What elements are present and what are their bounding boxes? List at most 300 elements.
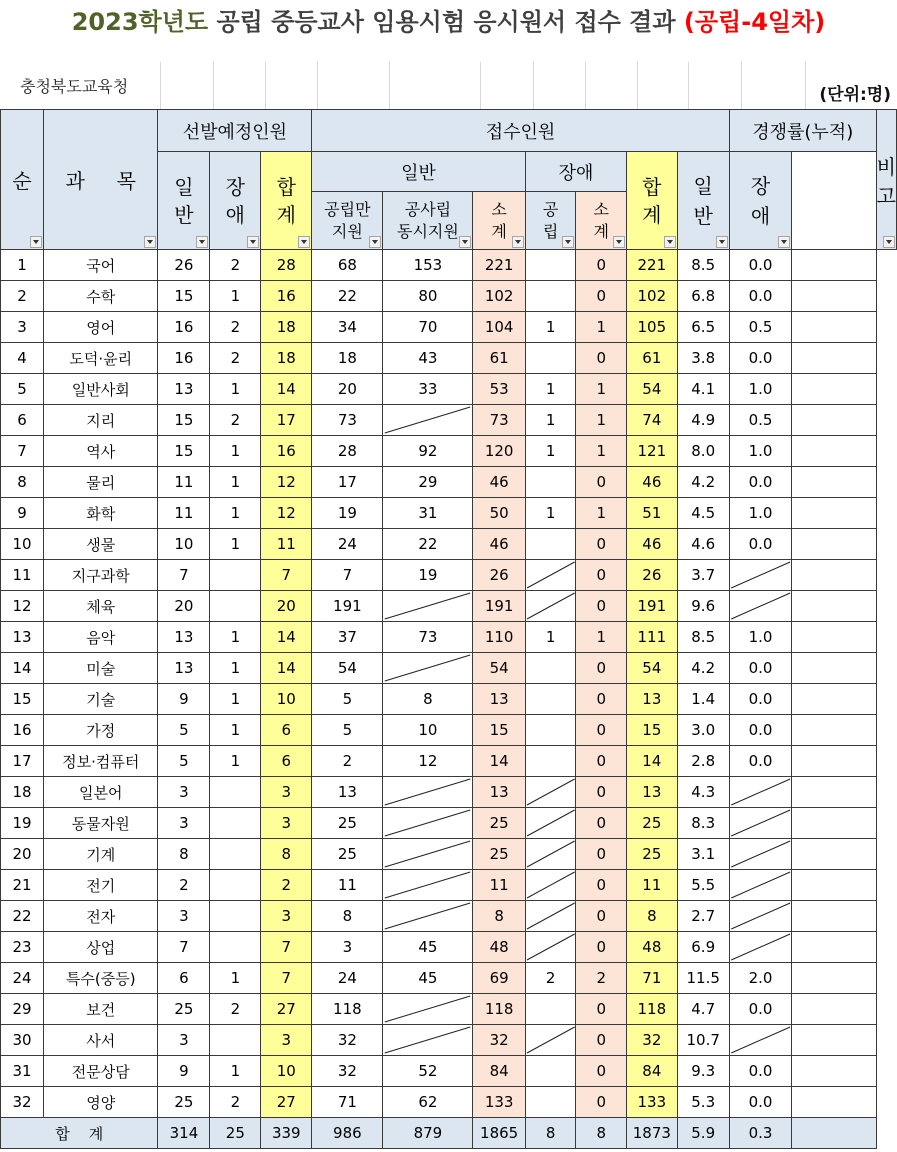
total-pub-only: 986: [312, 1118, 383, 1149]
diagonal-slash-icon: [730, 591, 791, 621]
table-row: [1, 529, 897, 560]
cell-no: 14: [1, 653, 44, 684]
title-year: 2023학년도: [71, 8, 209, 36]
diagonal-slash-icon: [730, 932, 791, 962]
cell-comp-disabled: 2.0: [729, 963, 791, 994]
cell-remark: [792, 529, 876, 560]
cell-received-total: 84: [627, 1056, 678, 1087]
table-row: [1, 870, 897, 901]
cell-planned-general: 15: [158, 405, 210, 436]
diagonal-slash-icon: [383, 808, 472, 838]
cell-pub-only: 32: [312, 1025, 383, 1056]
cell-dis-pub: 1: [525, 498, 576, 529]
cell-subtotal: 110: [473, 622, 525, 653]
cell-planned-total: 3: [261, 777, 312, 808]
total-received-total: 1873: [627, 1118, 678, 1149]
cell-subject: 수학: [44, 281, 158, 312]
cell-pub-priv: 29: [383, 467, 473, 498]
cell-planned-disabled: 1: [210, 281, 261, 312]
cell-planned-disabled: 1: [210, 1056, 261, 1087]
cell-subtotal: 69: [473, 963, 525, 994]
cell-dis-subtotal: 0: [576, 529, 627, 560]
cell-dis-pub-na: [525, 901, 576, 932]
cell-no: 6: [1, 405, 44, 436]
cell-subtotal: 191: [473, 591, 525, 622]
cell-no: 22: [1, 901, 44, 932]
cell-planned-disabled: 1: [210, 529, 261, 560]
cell-planned-total: 2: [261, 870, 312, 901]
cell-planned-total: 17: [261, 405, 312, 436]
cell-dis-subtotal: 0: [576, 281, 627, 312]
cell-remark: [792, 250, 876, 281]
cell-received-total: 71: [627, 963, 678, 994]
cell-pub-only: 5: [312, 715, 383, 746]
cell-pub-only: 118: [312, 994, 383, 1025]
cell-planned-disabled: [210, 560, 261, 591]
cell-subtotal: 54: [473, 653, 525, 684]
cell-received-total: 48: [627, 932, 678, 963]
cell-dis-pub: [525, 1056, 576, 1087]
filter-dropdown-icon[interactable]: [664, 236, 676, 248]
cell-received-total: 102: [627, 281, 678, 312]
cell-received-total: 133: [627, 1087, 678, 1118]
cell-comp-general: 4.5: [677, 498, 729, 529]
table-row: [1, 591, 897, 622]
cell-subtotal: 32: [473, 1025, 525, 1056]
cell-pub-priv-na: [383, 591, 473, 622]
cell-planned-total: 8: [261, 839, 312, 870]
cell-dis-pub: [525, 343, 576, 374]
cell-dis-subtotal: 0: [576, 777, 627, 808]
cell-dis-pub: 1: [525, 312, 576, 343]
cell-dis-subtotal: 1: [576, 436, 627, 467]
cell-no: 19: [1, 808, 44, 839]
cell-planned-general: 3: [158, 901, 210, 932]
cell-pub-priv: 43: [383, 343, 473, 374]
cell-planned-total: 7: [261, 560, 312, 591]
cell-planned-disabled: 2: [210, 250, 261, 281]
cell-subject: 일반사회: [44, 374, 158, 405]
filter-dropdown-icon[interactable]: [613, 236, 625, 248]
cell-remark: [792, 715, 876, 746]
total-dis-subtotal: 8: [576, 1118, 627, 1149]
cell-subject: 미술: [44, 653, 158, 684]
header-planned-disabled: 장애: [210, 152, 261, 250]
table-row: [1, 622, 897, 653]
title-main: 공립 중등교사 임용시험 응시원서 접수 결과: [208, 8, 684, 36]
cell-planned-general: 15: [158, 281, 210, 312]
table-row: [1, 684, 897, 715]
cell-comp-disabled: 1.0: [729, 498, 791, 529]
cell-no: 1: [1, 250, 44, 281]
cell-dis-subtotal: 0: [576, 715, 627, 746]
cell-planned-general: 3: [158, 1025, 210, 1056]
cell-dis-subtotal: 0: [576, 343, 627, 374]
diagonal-slash-icon: [526, 560, 576, 590]
filter-dropdown-icon[interactable]: [778, 236, 790, 248]
cell-dis-pub: 1: [525, 622, 576, 653]
cell-received-total: 61: [627, 343, 678, 374]
cell-planned-general: 13: [158, 622, 210, 653]
cell-subtotal: 84: [473, 1056, 525, 1087]
cell-subject: 지구과학: [44, 560, 158, 591]
cell-pub-priv: 22: [383, 529, 473, 560]
cell-planned-general: 3: [158, 777, 210, 808]
diagonal-slash-icon: [383, 994, 472, 1024]
cell-no: 21: [1, 870, 44, 901]
cell-planned-total: 7: [261, 963, 312, 994]
cell-pub-only: 25: [312, 839, 383, 870]
cell-comp-disabled: 0.0: [729, 715, 791, 746]
table-row: [1, 374, 897, 405]
cell-no: 24: [1, 963, 44, 994]
cell-received-total: 11: [627, 870, 678, 901]
cell-comp-disabled-na: [729, 591, 791, 622]
cell-planned-disabled: 2: [210, 405, 261, 436]
cell-planned-disabled: 1: [210, 963, 261, 994]
cell-comp-general: 11.5: [677, 963, 729, 994]
cell-comp-disabled-na: [729, 1025, 791, 1056]
diagonal-slash-icon: [383, 839, 472, 869]
cell-planned-disabled: 1: [210, 622, 261, 653]
cell-remark: [792, 684, 876, 715]
cell-no: 3: [1, 312, 44, 343]
header-comp-general: 일반: [677, 152, 729, 250]
cell-subtotal: 221: [473, 250, 525, 281]
cell-pub-only: 17: [312, 467, 383, 498]
cell-no: 23: [1, 932, 44, 963]
cell-planned-disabled: [210, 777, 261, 808]
cell-remark: [792, 1087, 876, 1118]
cell-planned-general: 9: [158, 1056, 210, 1087]
table-row: [1, 994, 897, 1025]
cell-subject: 가정: [44, 715, 158, 746]
cell-received-total: 46: [627, 467, 678, 498]
cell-planned-total: 6: [261, 746, 312, 777]
cell-planned-general: 11: [158, 467, 210, 498]
cell-comp-general: 4.7: [677, 994, 729, 1025]
cell-planned-total: 10: [261, 684, 312, 715]
cell-pub-priv: 10: [383, 715, 473, 746]
cell-received-total: 25: [627, 839, 678, 870]
cell-pub-priv-na: [383, 839, 473, 870]
header-planned: 선발예정인원: [158, 110, 312, 152]
cell-pub-only: 25: [312, 808, 383, 839]
cell-planned-general: 26: [158, 250, 210, 281]
cell-dis-pub: [525, 467, 576, 498]
cell-comp-general: 5.5: [677, 870, 729, 901]
header-pub-only: 공립만 지원: [312, 192, 383, 250]
cell-dis-pub: [525, 715, 576, 746]
cell-received-total: 15: [627, 715, 678, 746]
cell-received-total: 14: [627, 746, 678, 777]
total-planned-disabled: 25: [210, 1118, 261, 1149]
cell-comp-disabled-na: [729, 808, 791, 839]
header-received-disabled: 장애: [525, 152, 626, 192]
results-table: [0, 109, 897, 1149]
cell-comp-disabled: 0.0: [729, 653, 791, 684]
cell-planned-general: 16: [158, 343, 210, 374]
cell-pub-only: 68: [312, 250, 383, 281]
cell-dis-pub: [525, 250, 576, 281]
table-row: [1, 932, 897, 963]
cell-comp-general: 10.7: [677, 1025, 729, 1056]
cell-no: 7: [1, 436, 44, 467]
cell-comp-general: 6.9: [677, 932, 729, 963]
cell-subtotal: 50: [473, 498, 525, 529]
cell-comp-general: 3.1: [677, 839, 729, 870]
cell-comp-general: 6.8: [677, 281, 729, 312]
diagonal-slash-icon: [526, 777, 576, 807]
table-row: [1, 405, 897, 436]
cell-subject: 물리: [44, 467, 158, 498]
cell-comp-disabled: 0.0: [729, 250, 791, 281]
cell-subtotal: 11: [473, 870, 525, 901]
cell-subject: 전문상담: [44, 1056, 158, 1087]
total-subtotal: 1865: [473, 1118, 525, 1149]
cell-planned-total: 20: [261, 591, 312, 622]
cell-dis-pub: [525, 746, 576, 777]
total-row: [1, 1118, 897, 1149]
filter-dropdown-icon[interactable]: [298, 236, 310, 248]
cell-pub-only: 8: [312, 901, 383, 932]
filter-dropdown-icon[interactable]: [512, 236, 524, 248]
cell-received-total: 54: [627, 653, 678, 684]
filter-dropdown-icon[interactable]: [883, 236, 895, 248]
cell-planned-disabled: [210, 591, 261, 622]
table-row: [1, 808, 897, 839]
cell-planned-total: 27: [261, 994, 312, 1025]
diagonal-slash-icon: [383, 1025, 472, 1055]
cell-no: 13: [1, 622, 44, 653]
cell-subject: 정보·컴퓨터: [44, 746, 158, 777]
header-subject: 과 목: [44, 110, 158, 250]
header-dis-pub: 공립: [525, 192, 576, 250]
cell-received-total: 8: [627, 901, 678, 932]
diagonal-slash-icon: [730, 839, 791, 869]
cell-remark: [792, 932, 876, 963]
diagonal-slash-icon: [383, 777, 472, 807]
cell-subject: 기계: [44, 839, 158, 870]
header-received-general: 일반: [312, 152, 526, 192]
cell-no: 5: [1, 374, 44, 405]
cell-comp-disabled: 1.0: [729, 436, 791, 467]
cell-planned-total: 12: [261, 498, 312, 529]
cell-comp-general: 3.8: [677, 343, 729, 374]
cell-comp-general: 8.3: [677, 808, 729, 839]
cell-received-total: 46: [627, 529, 678, 560]
diagonal-slash-icon: [730, 870, 791, 900]
cell-pub-only: 18: [312, 343, 383, 374]
table-row: [1, 963, 897, 994]
cell-no: 10: [1, 529, 44, 560]
cell-comp-disabled: 0.0: [729, 994, 791, 1025]
cell-subject: 동물자원: [44, 808, 158, 839]
filter-dropdown-icon[interactable]: [369, 236, 381, 248]
cell-dis-subtotal: 0: [576, 653, 627, 684]
table-row: [1, 436, 897, 467]
cell-planned-general: 7: [158, 560, 210, 591]
table-row: [1, 498, 897, 529]
cell-subject: 일본어: [44, 777, 158, 808]
cell-remark: [792, 436, 876, 467]
header-comp-disabled: 장애: [729, 152, 791, 250]
cell-dis-subtotal: 0: [576, 1087, 627, 1118]
cell-planned-general: 9: [158, 684, 210, 715]
cell-dis-pub-na: [525, 591, 576, 622]
cell-planned-disabled: [210, 1025, 261, 1056]
cell-comp-general: 8.5: [677, 622, 729, 653]
cell-dis-subtotal: 0: [576, 591, 627, 622]
cell-comp-general: 3.7: [677, 560, 729, 591]
filter-dropdown-icon[interactable]: [30, 236, 42, 248]
cell-dis-subtotal: 2: [576, 963, 627, 994]
header-planned-total: 합계: [261, 152, 312, 250]
cell-received-total: 26: [627, 560, 678, 591]
total-dis-pub: 8: [525, 1118, 576, 1149]
filter-dropdown-icon[interactable]: [716, 236, 728, 248]
cell-dis-subtotal: 0: [576, 901, 627, 932]
cell-comp-disabled: 1.0: [729, 622, 791, 653]
cell-pub-only: 191: [312, 591, 383, 622]
header-dis-subtotal: 소계: [576, 192, 627, 250]
cell-remark: [792, 1056, 876, 1087]
cell-pub-only: 34: [312, 312, 383, 343]
cell-dis-subtotal: 0: [576, 1025, 627, 1056]
cell-planned-disabled: [210, 839, 261, 870]
cell-no: 20: [1, 839, 44, 870]
cell-no: 29: [1, 994, 44, 1025]
table-row: [1, 746, 897, 777]
cell-comp-general: 3.0: [677, 715, 729, 746]
cell-dis-subtotal: 0: [576, 1056, 627, 1087]
cell-dis-subtotal: 0: [576, 870, 627, 901]
cell-pub-only: 3: [312, 932, 383, 963]
cell-remark: [792, 591, 876, 622]
table-row: [1, 839, 897, 870]
cell-comp-disabled-na: [729, 932, 791, 963]
cell-comp-general: 8.5: [677, 250, 729, 281]
cell-planned-disabled: [210, 932, 261, 963]
table-row: [1, 250, 897, 281]
cell-comp-disabled-na: [729, 777, 791, 808]
cell-comp-general: 8.0: [677, 436, 729, 467]
filter-dropdown-icon[interactable]: [144, 236, 156, 248]
cell-dis-pub: [525, 684, 576, 715]
table-row: [1, 715, 897, 746]
total-comp-general: 5.9: [677, 1118, 729, 1149]
cell-planned-general: 6: [158, 963, 210, 994]
table-row: [1, 312, 897, 343]
cell-subtotal: 46: [473, 467, 525, 498]
cell-subject: 사서: [44, 1025, 158, 1056]
cell-comp-disabled: 0.0: [729, 343, 791, 374]
cell-subject: 체육: [44, 591, 158, 622]
header-pub-priv: 공사립 동시지원: [383, 192, 473, 250]
cell-received-total: 54: [627, 374, 678, 405]
diagonal-slash-icon: [383, 870, 472, 900]
cell-comp-general: 5.3: [677, 1087, 729, 1118]
cell-pub-only: 22: [312, 281, 383, 312]
cell-pub-priv-na: [383, 808, 473, 839]
cell-dis-subtotal: 0: [576, 839, 627, 870]
cell-comp-general: 9.6: [677, 591, 729, 622]
cell-subject: 화학: [44, 498, 158, 529]
cell-comp-disabled-na: [729, 870, 791, 901]
cell-comp-general: 4.1: [677, 374, 729, 405]
cell-planned-total: 3: [261, 1025, 312, 1056]
filter-dropdown-icon[interactable]: [459, 236, 471, 248]
cell-remark: [792, 374, 876, 405]
filter-dropdown-icon[interactable]: [247, 236, 259, 248]
table-body: [1, 250, 897, 1118]
cell-no: 32: [1, 1087, 44, 1118]
cell-pub-priv: 62: [383, 1087, 473, 1118]
cell-remark: [792, 901, 876, 932]
cell-planned-total: 11: [261, 529, 312, 560]
cell-dis-subtotal: 0: [576, 994, 627, 1025]
cell-received-total: 32: [627, 1025, 678, 1056]
cell-subtotal: 13: [473, 777, 525, 808]
cell-no: 12: [1, 591, 44, 622]
header-planned-general: 일반: [158, 152, 210, 250]
cell-received-total: 221: [627, 250, 678, 281]
filter-dropdown-icon[interactable]: [196, 236, 208, 248]
diagonal-slash-icon: [526, 870, 576, 900]
cell-comp-disabled: 0.5: [729, 405, 791, 436]
cell-subject: 전기: [44, 870, 158, 901]
cell-comp-disabled: 0.0: [729, 746, 791, 777]
cell-planned-disabled: 1: [210, 684, 261, 715]
cell-pub-priv-na: [383, 870, 473, 901]
cell-comp-disabled: 0.0: [729, 529, 791, 560]
cell-planned-general: 11: [158, 498, 210, 529]
cell-dis-subtotal: 1: [576, 622, 627, 653]
table-row: [1, 901, 897, 932]
cell-planned-general: 10: [158, 529, 210, 560]
cell-dis-pub: 1: [525, 374, 576, 405]
cell-subtotal: 13: [473, 684, 525, 715]
cell-remark: [792, 560, 876, 591]
diagonal-slash-icon: [383, 653, 472, 683]
cell-subject: 국어: [44, 250, 158, 281]
cell-pub-only: 11: [312, 870, 383, 901]
cell-pub-priv-na: [383, 777, 473, 808]
table-row: [1, 560, 897, 591]
cell-pub-priv: 73: [383, 622, 473, 653]
cell-comp-disabled-na: [729, 839, 791, 870]
cell-planned-general: 25: [158, 1087, 210, 1118]
cell-planned-general: 3: [158, 808, 210, 839]
cell-pub-only: 32: [312, 1056, 383, 1087]
cell-pub-only: 2: [312, 746, 383, 777]
diagonal-slash-icon: [730, 560, 791, 590]
cell-planned-general: 13: [158, 653, 210, 684]
cell-no: 2: [1, 281, 44, 312]
cell-no: 31: [1, 1056, 44, 1087]
cell-no: 11: [1, 560, 44, 591]
table-row: [1, 343, 897, 374]
cell-comp-disabled: 0.0: [729, 281, 791, 312]
cell-pub-only: 13: [312, 777, 383, 808]
filter-dropdown-icon[interactable]: [562, 236, 574, 248]
cell-planned-disabled: 1: [210, 436, 261, 467]
cell-subject: 특수(중등): [44, 963, 158, 994]
cell-planned-general: 5: [158, 746, 210, 777]
cell-planned-general: 25: [158, 994, 210, 1025]
cell-subject: 기술: [44, 684, 158, 715]
cell-planned-total: 12: [261, 467, 312, 498]
